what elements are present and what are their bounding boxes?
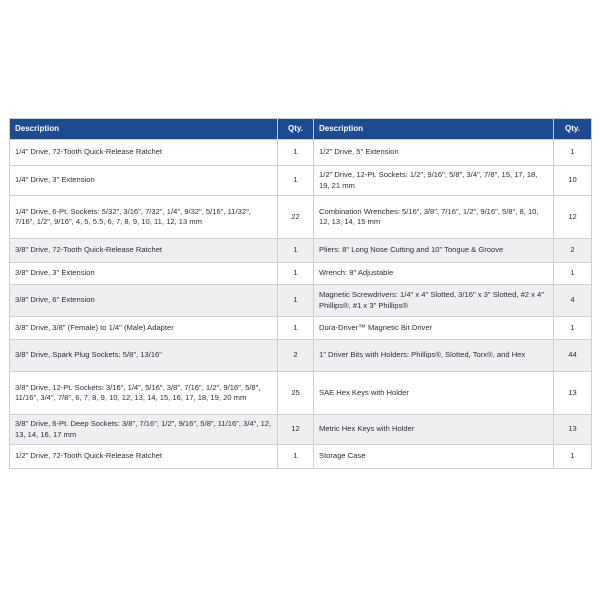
item-description: 3/8" Drive, Spark Plug Sockets: 5/8", 13/16" (10, 340, 278, 372)
item-description: 3/8" Drive, 6-Pt. Deep Sockets: 3/8", 7/16", 1/2", 9/16", 5/8", 11/16", 3/4", 12, 13, 14, 16, 17 mm (10, 415, 278, 445)
item-qty: 22 (278, 196, 314, 239)
item-qty: 1 (278, 140, 314, 166)
item-qty: 1 (554, 263, 592, 285)
item-description: 1/4" Drive, 3" Extension (10, 166, 278, 196)
item-qty: 2 (554, 239, 592, 263)
item-qty: 1 (554, 140, 592, 166)
item-qty: 1 (278, 285, 314, 317)
item-qty: 1 (554, 317, 592, 340)
item-qty: 1 (278, 445, 314, 469)
item-description: 3/8" Drive, 6" Extension (10, 285, 278, 317)
item-qty: 1 (278, 166, 314, 196)
table-row (10, 285, 592, 317)
item-description: SAE Hex Keys with Holder (314, 372, 554, 415)
item-qty: 12 (554, 196, 592, 239)
table-row (10, 317, 592, 340)
table-row (10, 263, 592, 285)
item-description: 1/2" Drive, 12-Pt. Sockets: 1/2", 9/16", 5/8", 3/4", 7/8", 15, 17, 18, 19, 21 mm (314, 166, 554, 196)
contents-table (9, 118, 592, 469)
table-row (10, 340, 592, 372)
item-description: Wrench: 8" Adjustable (314, 263, 554, 285)
table-row (10, 196, 592, 239)
item-qty: 13 (554, 415, 592, 445)
qty-header-right: Qty. (554, 119, 592, 140)
description-header-right: Description (314, 119, 554, 140)
item-description: 3/8" Drive, 3/8" (Female) to 1/4" (Male) Adapter (10, 317, 278, 340)
table-row (10, 166, 592, 196)
item-qty: 2 (278, 340, 314, 372)
item-description: 3/8" Drive, 3" Extension (10, 263, 278, 285)
header-row (10, 119, 592, 140)
description-header-left: Description (10, 119, 278, 140)
table-row (10, 140, 592, 166)
table-row (10, 445, 592, 469)
item-description: Combination Wrenches: 5/16", 3/8", 7/16", 1/2", 9/16", 5/8", 8, 10, 12, 13, 14, 15 mm (314, 196, 554, 239)
item-qty: 1 (554, 445, 592, 469)
item-description: Storage Case (314, 445, 554, 469)
table-row (10, 239, 592, 263)
item-description: 3/8" Drive, 72-Tooth Quick-Release Ratchet (10, 239, 278, 263)
item-qty: 25 (278, 372, 314, 415)
item-description: Dura-Driver™ Magnetic Bit Driver (314, 317, 554, 340)
item-description: 1/2" Drive, 72-Tooth Quick-Release Ratchet (10, 445, 278, 469)
item-qty: 1 (278, 263, 314, 285)
item-description: 1/4" Drive, 6-Pt. Sockets: 5/32", 3/16", 7/32", 1/4", 9/32", 5/16", 11/32", 7/16", 1/2", 9/16", 4, 5, 5.5, 6, 7, 8, 9, 10, 11, 12, 13 mm (10, 196, 278, 239)
table-row (10, 372, 592, 415)
item-qty: 1 (278, 239, 314, 263)
item-description: 1/2" Drive, 5" Extension (314, 140, 554, 166)
item-qty: 44 (554, 340, 592, 372)
item-qty: 4 (554, 285, 592, 317)
item-qty: 12 (278, 415, 314, 445)
item-description: Metric Hex Keys with Holder (314, 415, 554, 445)
item-description: 1/4" Drive, 72-Tooth Quick-Release Ratchet (10, 140, 278, 166)
item-qty: 1 (278, 317, 314, 340)
item-description: 3/8" Drive, 12-Pt. Sockets: 3/16", 1/4", 5/16", 3/8", 7/16", 1/2", 9/16", 5/8", 11/16", 3/4", 7/8", 6, 7, 8, 9, 10, 12, 13, 14, 15, 16, 17, 18, 19, 20 mm (10, 372, 278, 415)
item-description: Magnetic Screwdrivers: 1/4" x 4" Slotted, 3/16" x 3" Slotted, #2 x 4" Phillips®, #1 x 3" Phillips® (314, 285, 554, 317)
item-qty: 10 (554, 166, 592, 196)
item-description: Pliers: 8" Long Nose Cutting and 10" Tongue & Groove (314, 239, 554, 263)
table-row (10, 415, 592, 445)
item-description: 1" Driver Bits with Holders: Phillips®, Slotted, Torx®, and Hex (314, 340, 554, 372)
qty-header-left: Qty. (278, 119, 314, 140)
item-qty: 13 (554, 372, 592, 415)
